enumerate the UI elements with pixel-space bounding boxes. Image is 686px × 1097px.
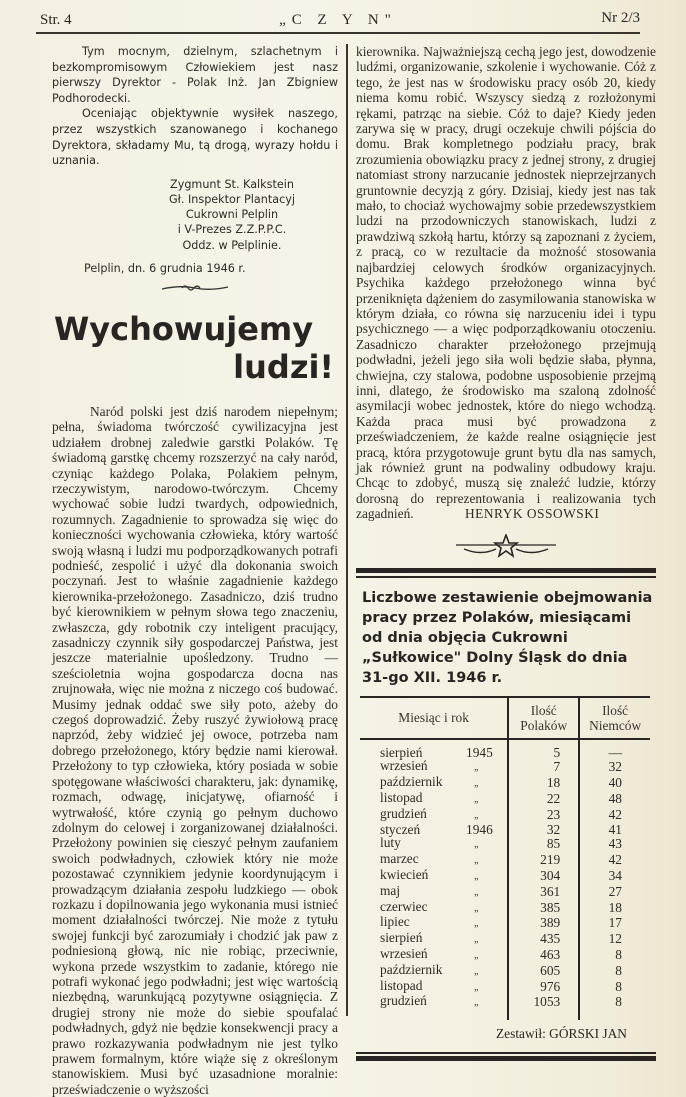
month-name: grudzień — [380, 805, 427, 821]
month-name: sierpień — [380, 930, 423, 946]
article-body-right — [356, 44, 656, 522]
germans-count: 34 — [608, 867, 622, 883]
germans-count: 41 — [608, 821, 622, 837]
year: „ — [474, 870, 479, 882]
year: „ — [474, 918, 479, 930]
month-cell — [360, 823, 508, 837]
column-header: Ilość Polaków — [508, 697, 579, 739]
page-header — [36, 10, 640, 34]
month-name: kwiecień — [380, 866, 429, 882]
month-name: lipiec — [380, 914, 410, 930]
issue-number: Nr 2/3 — [601, 10, 640, 26]
table-row — [360, 807, 650, 823]
year: „ — [474, 997, 479, 1009]
poles-count: 304 — [508, 868, 579, 884]
month-cell — [360, 852, 508, 868]
germans-count: 8 — [615, 962, 622, 978]
title-line: ludzi! — [233, 347, 334, 386]
poles-count: 435 — [508, 931, 579, 947]
month-name: październik — [380, 961, 443, 977]
table-row — [360, 979, 650, 995]
rule-thin — [356, 1052, 656, 1054]
germans-count: 17 — [608, 915, 622, 931]
germans-count: 8 — [615, 946, 622, 962]
germans-count: 42 — [608, 806, 622, 822]
compiled-by: Zestawił: GÓRSKI JAN — [496, 1026, 627, 1042]
signature-line: Gł. Inspektor Plantacyj — [169, 192, 295, 206]
table-row — [360, 759, 650, 775]
month-cell — [360, 868, 508, 884]
month-cell — [360, 739, 508, 760]
article-title — [52, 310, 338, 386]
title-line: Wychowujemy — [54, 309, 314, 348]
year: „ — [474, 902, 479, 914]
page-number: Str. 4 — [40, 12, 72, 28]
month-cell — [360, 979, 508, 995]
month-name: luty — [380, 835, 401, 851]
month-cell — [360, 836, 508, 852]
year: 1945 — [466, 744, 493, 760]
signature-line: Zygmunt St. Kalkstein — [170, 177, 294, 191]
table-row — [360, 994, 650, 1020]
article-paragraph: kierownika. Najważniejszą cechą jego jest, dowodzenie ludźmi, organizowanie, szkolenie i wychowanie. Cóż z tego, że jest nas w środowisku pracy osób 20, kiedy niema komu robić. Wszyscy siedzą z rozłożonymi rękami, patrząc na siebie. Cóż to daje? Kiedy jeden zarywa się w pracy, drugi oczekuje chwili pójścia do domu. Brak kompletnego podziału pracy, brak zrozumienia obowiązku pracy z jednej strony, z drugiej natomiast strony narzucanie jednostek nieprzejrzanych gruntownie decyzją z góry. Dzisiaj, kiedy jest nas tak mało, to chociaż wychowajmy sobie przedewszystkiem ludzi na przodowniczych stanowiskach, ludzi z prawdziwą szkołą hartu, którzy są zapoznani z życiem, z pracą, co w rezultacie da możność stosowania najbardziej celowych środków organizacyjnych. Psychika każdego przełożonego winna być przeniknięta dążeniem do zasymilowania stanowiska w którym działa, co równa się narzuceniu idei i typu psychicznego — a więc podporządkowaniu otoczeniu. Zasadniczo charakter przełożonego przejmują podwładni, jeżeli jego siła woli będzie słaba, płynna, chwiejna, czy stalowa, podobne usposobienie przejmą inni, dlatego, że środowisko ma szaloną zdolność asymilacji wobec jednostek, które do niego wchodzą. Każda praca musi być prowadzona z przeświadczeniem, że każde realne osiągnięcie jest pracą, która przygotowuje grunt bytu dla nas samych, jak również grunt na podwaliny odbudowy kraju. Chcąc to zdobyć, muszą się znaleźć ludzie, którzy dorosną do reprezentowania i realizowania tych zagadnień. — [356, 44, 656, 522]
month-name: listopad — [380, 977, 423, 993]
month-name: wrzesień — [380, 758, 428, 774]
table-title: Liczbowe zestawienie obejmowania pracy przez Polaków, miesiącami od dnia objęcia Cukrowni „Sułkowice" Dolny Śląsk do dnia 31-go XII. 1946 r. — [362, 589, 653, 686]
poles-count: 605 — [508, 963, 579, 979]
article-paragraph: Naród polski jest dziś narodem niepełnym; pełna, świadoma twórczość cywilizacyjna jest udziałem drobnej zaledwie garstki Polaków. Tę świadomą garstkę chcemy rozszerzyć na cały naród, czyniąc każdego Polaka, Polakiem pełnym, rzeczywistym, narodowo-twórczym. Chcemy wychować sobie ludzi twardych, odpowiednich, rozumnych. Zagadnienie to sprowadza się więc do konieczności wychowania człowieka, który wartość swoją własną i ludzi mu podporządkowanych potrafi podnieść, zespolić i użyć dla dokonania swoich poczynań. Jest to właśnie zagadnienie każdego kierownika-przełożonego. Zasadniczo, dziś trudno być kierownikiem w pełnym słowa tego znaczeniu, zwłaszcza, gdy robotnik czy inteligent pracujący, zasadniczy czynnik siły gospodarczej Państwa, jest jeszcze materialnie upośledzony. Trudno — sześcioletnia wojna gospodarcza docna nas zrujnowała, więc nie można z niczego coś budować. Musimy jednak oddać swe siły poto, ażeby do czegoś doprowadzić. Żeby ruszyć żywiołową pracę naprzód, żeby widzieć jej owoce, potrzeba nam dobrego przełożonego, który będzie nami kierował. Przełożony to typ człowieka, który posiada w sobie spotęgowane właściwości charakteru, jak: dynamikę, rozmach, odwagę, inicjatywę, ofiarność i wytrwałość, które czynią go pełnym duchowo zdolnym do celowej i zorganizowanej działalności. Przełożony powinien się cieszyć pełnym zaufaniem swoich podwładnych, człowiek który nie może pozostawać czynnikiem jedynie koordynującym i prowadzącym działania zespołu ludzkiego — obok rozkazu i dopilnowania jego wykonania musi istnieć moment działalności twórczej. Nie może z tytułu swojej funkcji być zarozumiały i chodzić jak paw z podniesioną głową, nic nie robiąc, przeciwnie, wykona przede wszystkim to zadanie, którego nie potrafi wykonać jego podwładni; jest więc wartością niezbędną, warunkującą pozytywne osiągnięcia. Z drugiej strony nie może do siebie spoufalać podwładnych, gdyż nie będzie konsekwencji pracy a prawo rozkazywania podwładnym nie jest tylko prawem formalnym, które wiąże się z określonym stanowiskiem. Musi być uzasadnione moralnie: przeświadczenie o wyższości — [52, 403, 338, 1097]
column-header: Miesiąc i rok — [360, 697, 508, 739]
month-name: sierpień — [380, 744, 423, 760]
year: „ — [474, 981, 479, 993]
year: 1946 — [466, 821, 493, 837]
table-row — [360, 775, 650, 791]
year: „ — [474, 839, 479, 851]
month-cell — [360, 994, 508, 1020]
rule-thick — [356, 568, 656, 573]
tribute-paragraph: Tym mocnym, dzielnym, szlachetnym i bezkompromisowym Człowiekiem jest nasz pierwszy Dyrektor - Polak Inż. Jan Zbigniew Podhorodecki. — [52, 45, 338, 105]
table-row — [360, 823, 650, 837]
right-column — [356, 44, 656, 1061]
germans-count: 8 — [615, 978, 622, 994]
year: „ — [474, 965, 479, 977]
poles-count: 463 — [508, 947, 579, 963]
poles-count: 23 — [508, 807, 579, 823]
table-row — [360, 791, 650, 807]
year: „ — [474, 762, 479, 774]
table-row — [360, 900, 650, 916]
table-row — [360, 931, 650, 947]
month-cell — [360, 775, 508, 791]
germans-count: 43 — [608, 836, 622, 852]
star-ornament-icon — [356, 534, 656, 558]
germans-count: 18 — [608, 899, 622, 915]
month-cell — [360, 900, 508, 916]
month-cell — [360, 915, 508, 931]
publication-name: „C Z Y N" — [279, 12, 397, 28]
poles-count: 219 — [508, 852, 579, 868]
signature-line: Cukrowni Pelplin — [185, 208, 279, 222]
poles-count: 18 — [508, 775, 579, 791]
left-column — [52, 44, 338, 1097]
germans-count: 32 — [608, 759, 622, 775]
year: „ — [474, 934, 479, 946]
tribute-section — [52, 44, 338, 298]
germans-count: 40 — [608, 775, 622, 791]
month-cell — [360, 931, 508, 947]
year: „ — [474, 949, 479, 961]
germans-count: 27 — [608, 883, 622, 899]
germans-count: 42 — [608, 852, 622, 868]
poles-count: 389 — [508, 915, 579, 931]
poles-count: 361 — [508, 884, 579, 900]
month-cell — [360, 791, 508, 807]
month-cell — [360, 759, 508, 775]
poles-count: 1053 — [508, 994, 579, 1020]
month-name: marzec — [380, 851, 419, 867]
section-separator — [356, 1052, 656, 1061]
rule-thin — [356, 576, 656, 578]
table-body — [360, 739, 650, 1021]
month-cell — [360, 884, 508, 900]
table-header-row — [360, 697, 650, 739]
germans-count: 48 — [608, 790, 622, 806]
rule-thick — [356, 1056, 656, 1061]
year: „ — [474, 886, 479, 898]
germans-count: 8 — [615, 994, 622, 1010]
table-row — [360, 836, 650, 852]
year: „ — [474, 778, 479, 790]
month-cell — [360, 807, 508, 823]
poles-count: 85 — [508, 836, 579, 852]
statistics-table — [360, 696, 650, 1021]
month-name: wrzesień — [380, 945, 428, 961]
signature-line: i V-Prezes Z.Z.P.P.C. — [177, 223, 287, 237]
table-row — [360, 739, 650, 760]
table-row — [360, 963, 650, 979]
table-row — [360, 915, 650, 931]
year: „ — [474, 855, 479, 867]
poles-count: 7 — [508, 759, 579, 775]
tribute-paragraph: Oceniając objektywnie wysiłek naszego, przez wszystkich szanowanego i kochanego Dyrektora, składamy Mu, tą drogą, wyrazy hołdu i uznania. — [52, 107, 338, 168]
month-cell — [360, 947, 508, 963]
year: „ — [474, 793, 479, 805]
germans-count: 12 — [608, 931, 622, 947]
article-body-left — [52, 404, 338, 1097]
poles-count: 32 — [508, 823, 579, 837]
month-name: czerwiec — [380, 898, 428, 914]
column-divider — [346, 44, 348, 1016]
article-author: HENRYK OSSOWSKI — [464, 506, 600, 522]
table-row — [360, 947, 650, 963]
year: „ — [474, 809, 479, 821]
poles-count: 22 — [508, 791, 579, 807]
tribute-signature — [162, 177, 302, 253]
poles-count: 976 — [508, 979, 579, 995]
table-row — [360, 852, 650, 868]
flourish-ornament-icon — [52, 282, 338, 298]
signature-line: Oddz. w Pelplinie. — [182, 238, 282, 252]
table-row — [360, 884, 650, 900]
poles-count: 5 — [508, 739, 579, 760]
month-name: maj — [380, 882, 401, 898]
dateline: Pelplin, dn. 6 grudnia 1946 r. — [84, 261, 246, 275]
month-name: styczeń — [380, 821, 421, 837]
table-row — [360, 868, 650, 884]
poles-count: 385 — [508, 900, 579, 916]
month-cell — [360, 963, 508, 979]
column-header: Ilość Niemców — [579, 697, 650, 739]
month-name: grudzień — [380, 993, 427, 1009]
section-separator — [356, 568, 656, 578]
germans-count: — — [608, 744, 622, 760]
month-name: październik — [380, 774, 443, 790]
month-name: listopad — [380, 789, 423, 805]
